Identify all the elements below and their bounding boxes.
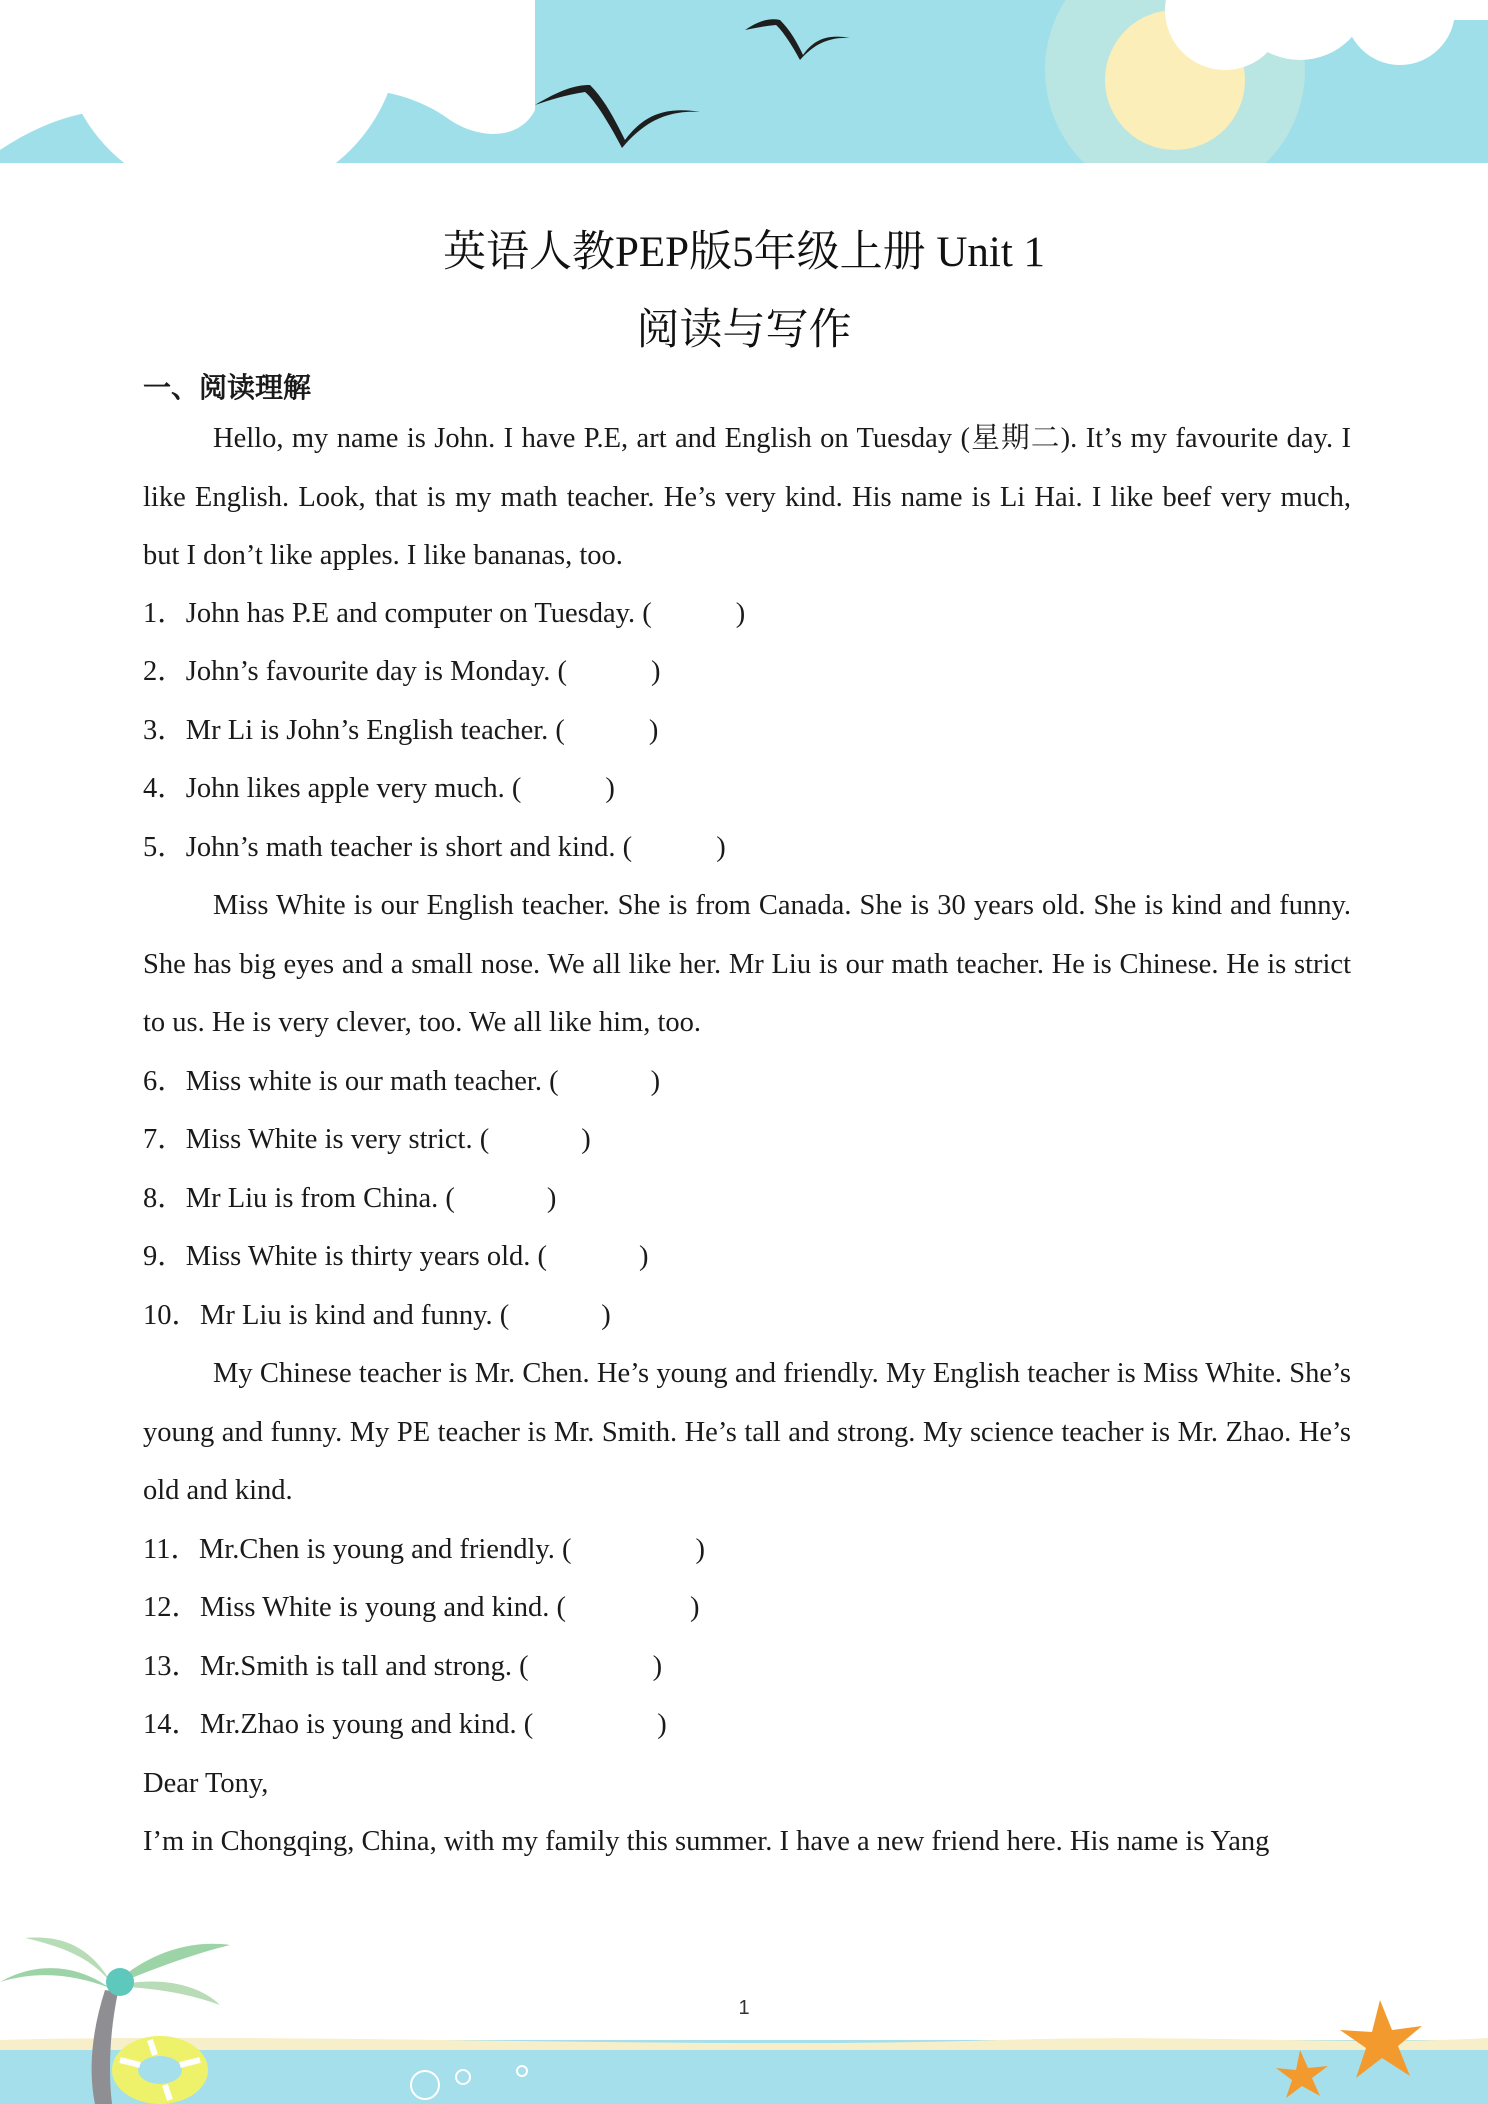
question-item [143, 769, 615, 809]
question-close-paren: ) [648, 715, 659, 746]
question-item [143, 711, 658, 751]
question-close-paren: ) [690, 1592, 700, 1623]
question-close-paren: ) [695, 1534, 706, 1565]
document-title: 英语人教PEP版5年级上册 Unit 1 [442, 229, 1046, 276]
reading-passage-3: My Chinese teacher is Mr. Chen. He’s young and friendly. My English teacher is Miss White. She’s young and funny. My PE teacher is Mr. Smith. He’s tall and strong. My science teacher is Mr. Zhao. He’s old and kind. [143, 1358, 1351, 1506]
question-item [143, 1062, 660, 1102]
question-item [143, 652, 661, 692]
question-text: Mr Liu is from China. ( [185, 1183, 455, 1214]
question-text: Miss White is very strict. ( [185, 1124, 490, 1155]
question-close-paren: ) [735, 598, 746, 629]
footer-decoration [0, 1900, 1488, 2104]
question-text: Mr.Smith is tall and strong. ( [200, 1651, 529, 1682]
question-text: Miss White is young and kind. ( [200, 1592, 567, 1623]
question-number: 12． [143, 1592, 201, 1623]
question-close-paren: ) [639, 1241, 649, 1272]
page-number: 1 [738, 1997, 750, 2019]
reading-passage-2: Miss White is our English teacher. She is from Canada. She is 30 years old. She is kind and funny. She has big eyes and a small nose. We all like her. Mr Liu is our math teacher. He is Chinese. He is strict to us. He is very clever, too. We all like him, too. [143, 890, 1351, 1038]
question-text: Miss white is our math teacher. ( [185, 1066, 559, 1097]
question-number: 1． [143, 598, 186, 629]
question-close-paren: ) [650, 1066, 661, 1097]
question-number: 8． [143, 1183, 186, 1214]
question-text: Miss White is thirty years old. ( [185, 1241, 547, 1272]
question-number: 10． [143, 1300, 201, 1331]
section-heading: 一、阅读理解 [143, 371, 312, 404]
question-number: 14． [143, 1709, 201, 1740]
question-item [143, 594, 745, 634]
question-item [143, 1705, 667, 1745]
letter-greeting: Dear Tony, [143, 1768, 269, 1799]
question-number: 11． [143, 1534, 199, 1565]
swim-ring-icon [112, 2036, 208, 2104]
question-item [143, 1530, 705, 1570]
question-close-paren: ) [601, 1300, 611, 1331]
question-item [143, 1296, 611, 1336]
question-close-paren: ) [546, 1183, 557, 1214]
question-number: 3． [143, 715, 186, 746]
question-close-paren: ) [716, 832, 726, 863]
header-decoration [0, 0, 1488, 170]
document-subtitle: 阅读与写作 [636, 307, 852, 354]
question-number: 13． [143, 1651, 201, 1682]
question-number: 2． [143, 656, 186, 687]
question-text: Mr.Zhao is young and kind. ( [200, 1709, 534, 1740]
question-item [143, 1120, 591, 1160]
letter-body: I’m in Chongqing, China, with my family this summer. I have a new friend here. His name is Yang [143, 1826, 1270, 1857]
question-close-paren: ) [657, 1709, 667, 1740]
question-item [143, 1647, 662, 1687]
question-text: John’s favourite day is Monday. ( [185, 656, 568, 687]
question-number: 9． [143, 1241, 186, 1272]
question-item [143, 1237, 649, 1277]
question-item [143, 828, 726, 868]
question-text: Mr Li is John’s English teacher. ( [185, 715, 565, 746]
question-text: Mr.Chen is young and friendly. ( [198, 1534, 572, 1565]
question-close-paren: ) [651, 656, 661, 687]
question-text: John has P.E and computer on Tuesday. ( [185, 598, 652, 629]
question-close-paren: ) [581, 1124, 591, 1155]
question-number: 5． [143, 832, 186, 863]
question-close-paren: ) [605, 773, 615, 804]
question-text: John’s math teacher is short and kind. ( [185, 832, 633, 863]
question-item [143, 1179, 556, 1219]
question-number: 7． [143, 1124, 186, 1155]
question-text: John likes apple very much. ( [185, 773, 522, 804]
question-number: 6． [143, 1066, 186, 1097]
question-close-paren: ) [652, 1651, 663, 1682]
question-number: 4． [143, 773, 186, 804]
question-text: Mr Liu is kind and funny. ( [200, 1300, 510, 1331]
question-item [143, 1588, 700, 1628]
reading-passage-1: Hello, my name is John. I have P.E, art and English on Tuesday (星期二). It’s my favourite day. I like English. Look, that is my math teacher. He’s very kind. His name is Li Hai. I like beef very much, but I don’t like apples. I like bananas, too. [143, 423, 1351, 571]
